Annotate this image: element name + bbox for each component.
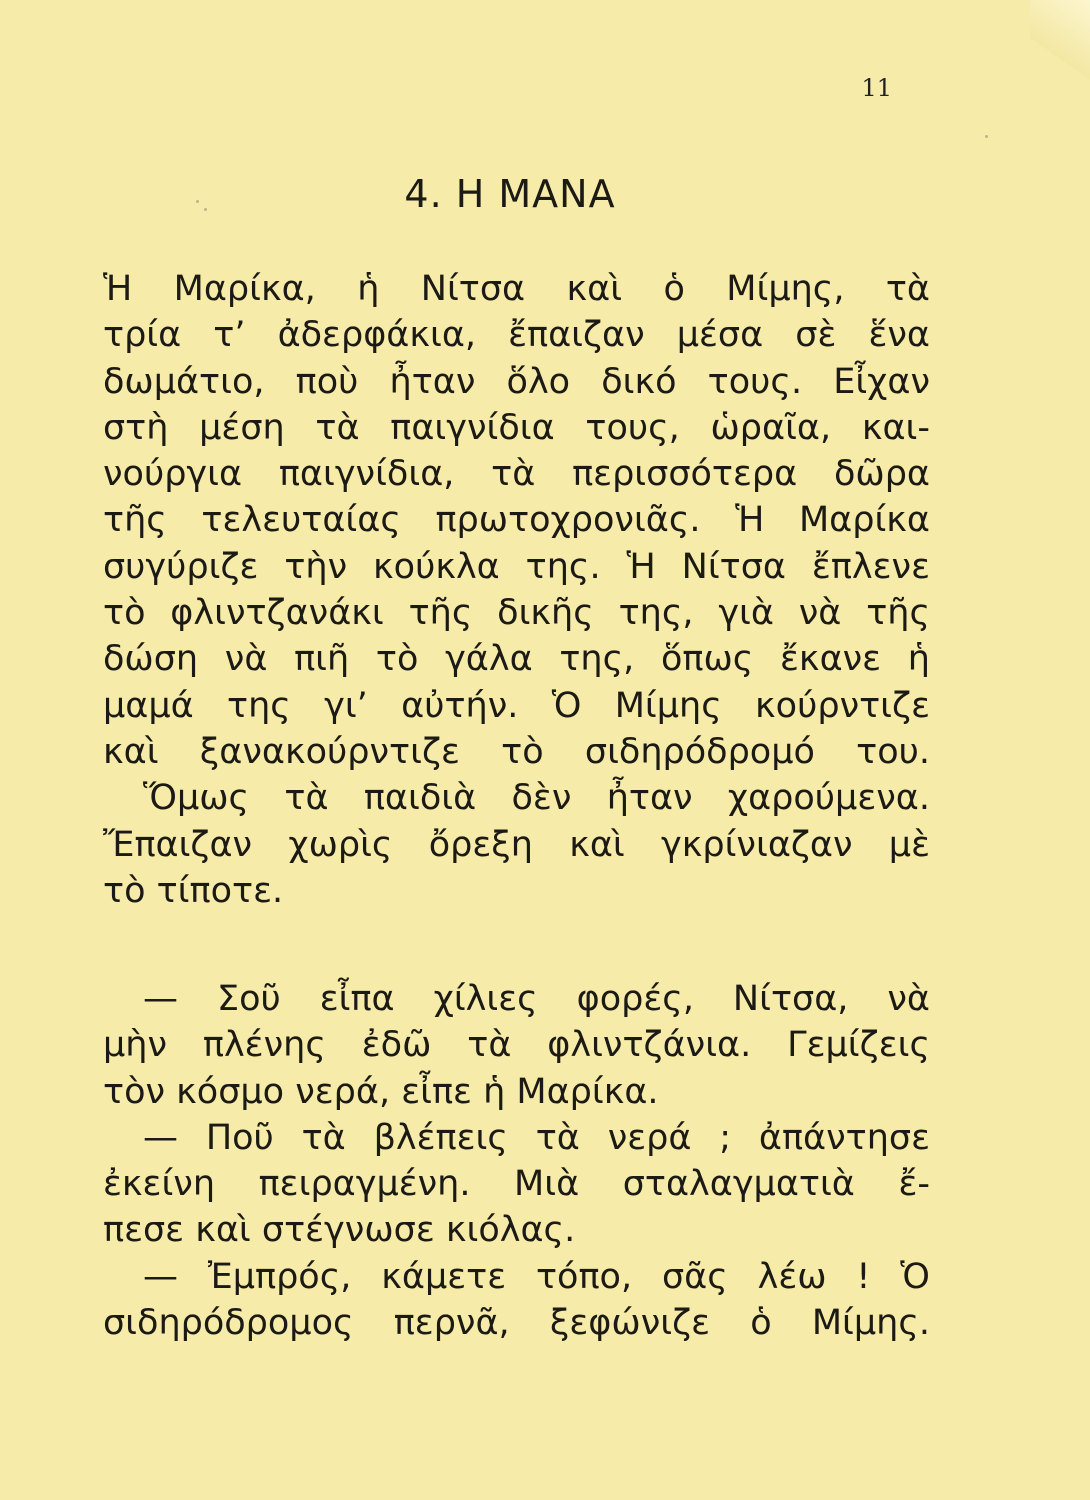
text-line: Ἡ Μαρίκα, ἡ Νίτσα καὶ ὁ Μίμης, τὰ [103, 269, 930, 309]
dialogue-line: — Σοῦ εἶπα χίλιες φορές, Νίτσα, νὰ [143, 979, 930, 1019]
text-line: στὴ μέση τὰ παιγνίδια τους, ὡραῖα, και- [103, 407, 930, 448]
text-line: τρία τ’ ἀδερφάκια, ἔπαιζαν μέσα σὲ ἕνα [103, 315, 930, 356]
text-line: τῆς τελευταίας πρωτοχρονιᾶς. Ἡ Μαρίκα [103, 500, 930, 541]
text-line: δώση νὰ πιῆ τὸ γάλα της, ὅπως ἔκανε ἡ [103, 639, 930, 680]
paper-speck [985, 135, 988, 138]
dialogue-line: — Ποῦ τὰ βλέπεις τὰ νερά ; ἀπάντησε [143, 1117, 930, 1158]
page-number: 11 [861, 74, 892, 102]
dialogue [103, 976, 930, 1346]
page-corner-curl [1030, 0, 1090, 90]
dialogue-line: — Ἐμπρός, κάμετε τόπο, σᾶς λέω ! Ὁ [143, 1256, 930, 1297]
text-line: Ὅμως τὰ παιδιὰ δὲν ἦταν χαρούμενα. [143, 778, 930, 819]
text-line: συγύριζε τὴν κούκλα της. Ἡ Νίτσα ἔπλενε [103, 546, 930, 587]
dialogue-line: μὴν πλένης ἐδῶ τὰ φλιντζάνια. Γεμίζεις [103, 1025, 930, 1066]
dialogue-line: πεσε καὶ στέγνωσε κιόλας. [103, 1210, 576, 1251]
text-line: μαμά της γι’ αὐτήν. Ὁ Μίμης κούρντιζε [103, 685, 930, 726]
text-line: τὸ τίποτε. [103, 870, 284, 911]
text-line: Ἔπαιζαν χωρὶς ὄρεξη καὶ γκρίνιαζαν μὲ [103, 824, 930, 865]
text-line: νούργια παιγνίδια, τὰ περισσότερα δῶρα [103, 454, 930, 495]
text-line: τὸ φλιντζανάκι τῆς δικῆς της, γιὰ νὰ τῆς [103, 593, 930, 634]
dialogue-line: σιδηρόδρομος περνᾶ, ξεφώνιζε ὁ Μίμης. [103, 1303, 930, 1344]
text-line: καὶ ξανακούρντιζε τὸ σιδηρόδρομό του. [103, 731, 930, 772]
paragraph-1 [103, 266, 930, 914]
dialogue-line: ἐκείνη πειραγμένη. Μιὰ σταλαγματιὰ ἔ- [103, 1164, 930, 1205]
chapter-title: 4. Η ΜΑΝΑ [404, 172, 616, 216]
dialogue-line: τὸν κόσμο νερά, εἶπε ἡ Μαρίκα. [103, 1071, 659, 1112]
text-line: δωμάτιο, ποὺ ἦταν ὅλο δικό τους. Εἶχαν [103, 361, 930, 402]
